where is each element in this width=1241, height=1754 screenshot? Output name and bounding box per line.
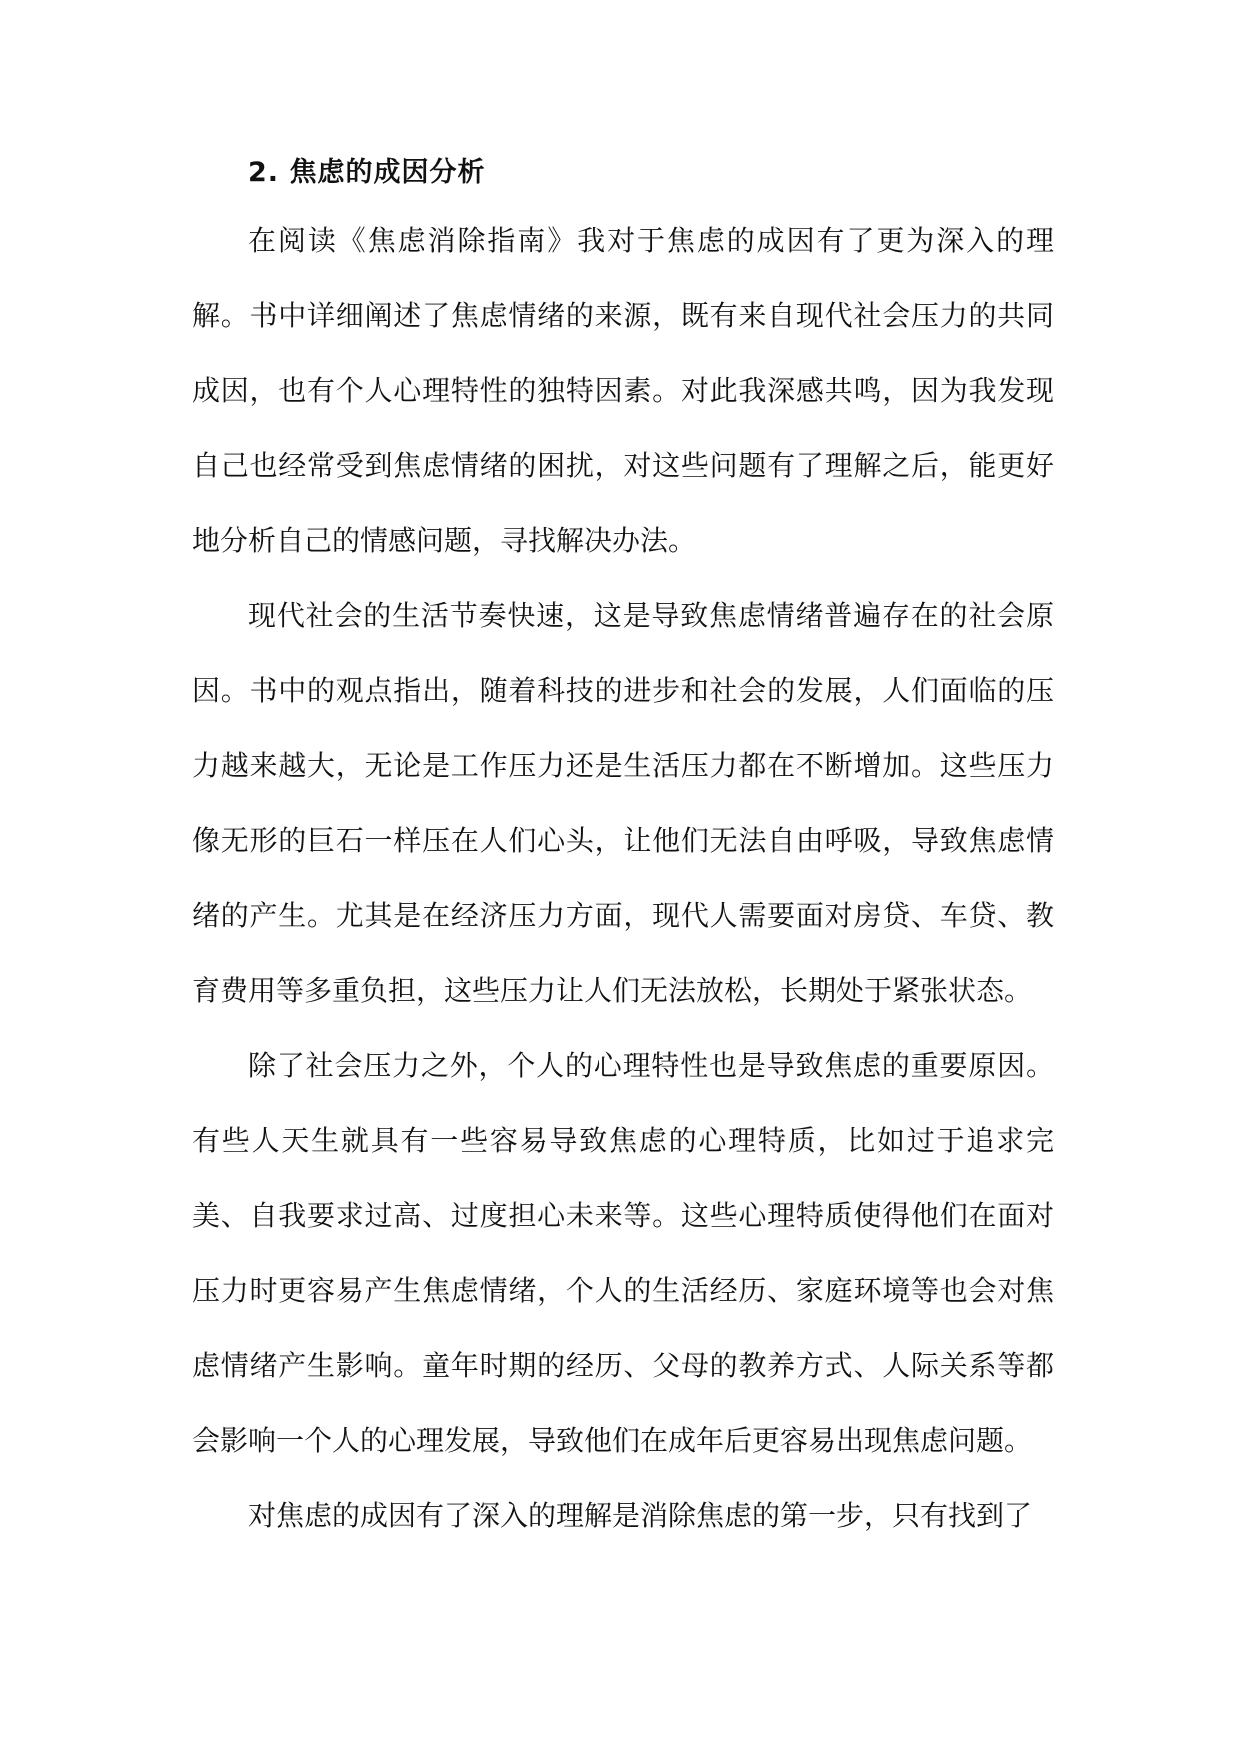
paragraph-causes-intro: 在阅读《焦虑消除指南》我对于焦虑的成因有了更为深入的理解。书中详细阐述了焦虑情绪的来源，既有来自现代社会压力的共同成因，也有个人心理特性的独特因素。对此我深感共鸣，因为我发现自己也经常受到焦虑情绪的困扰，对这些问题有了理解之后，能更好地分析自己的情感问题，寻找解决办法。 xyxy=(192,224,1054,557)
section-body xyxy=(192,143,1054,1553)
paragraph-conclusion: 对焦虑的成因有了深入的理解是消除焦虑的第一步，只有找到了 xyxy=(248,1499,1033,1532)
paragraph-social-pressure: 现代社会的生活节奏快速，这是导致焦虑情绪普遍存在的社会原因。书中的观点指出，随着科技的进步和社会的发展，人们面临的压力越来越大，无论是工作压力还是生活压力都在不断增加。这些压力像无形的巨石一样压在人们心头，让他们无法自由呼吸，导致焦虑情绪的产生。尤其是在经济压力方面，现代人需要面对房贷、车贷、教育费用等多重负担，这些压力让人们无法放松，长期处于紧张状态。 xyxy=(192,599,1054,1007)
paragraph-personal-traits: 除了社会压力之外，个人的心理特性也是导致焦虑的重要原因。有些人天生就具有一些容易导致焦虑的心理特质，比如过于追求完美、自我要求过高、过度担心未来等。这些心理特质使得他们在面对压力时更容易产生焦虑情绪，个人的生活经历、家庭环境等也会对焦虑情绪产生影响。童年时期的经历、父母的教养方式、人际关系等都会影响一个人的心理发展，导致他们在成年后更容易出现焦虑问题。 xyxy=(192,1049,1054,1457)
section-heading: 2. 焦虑的成因分析 xyxy=(248,157,486,188)
